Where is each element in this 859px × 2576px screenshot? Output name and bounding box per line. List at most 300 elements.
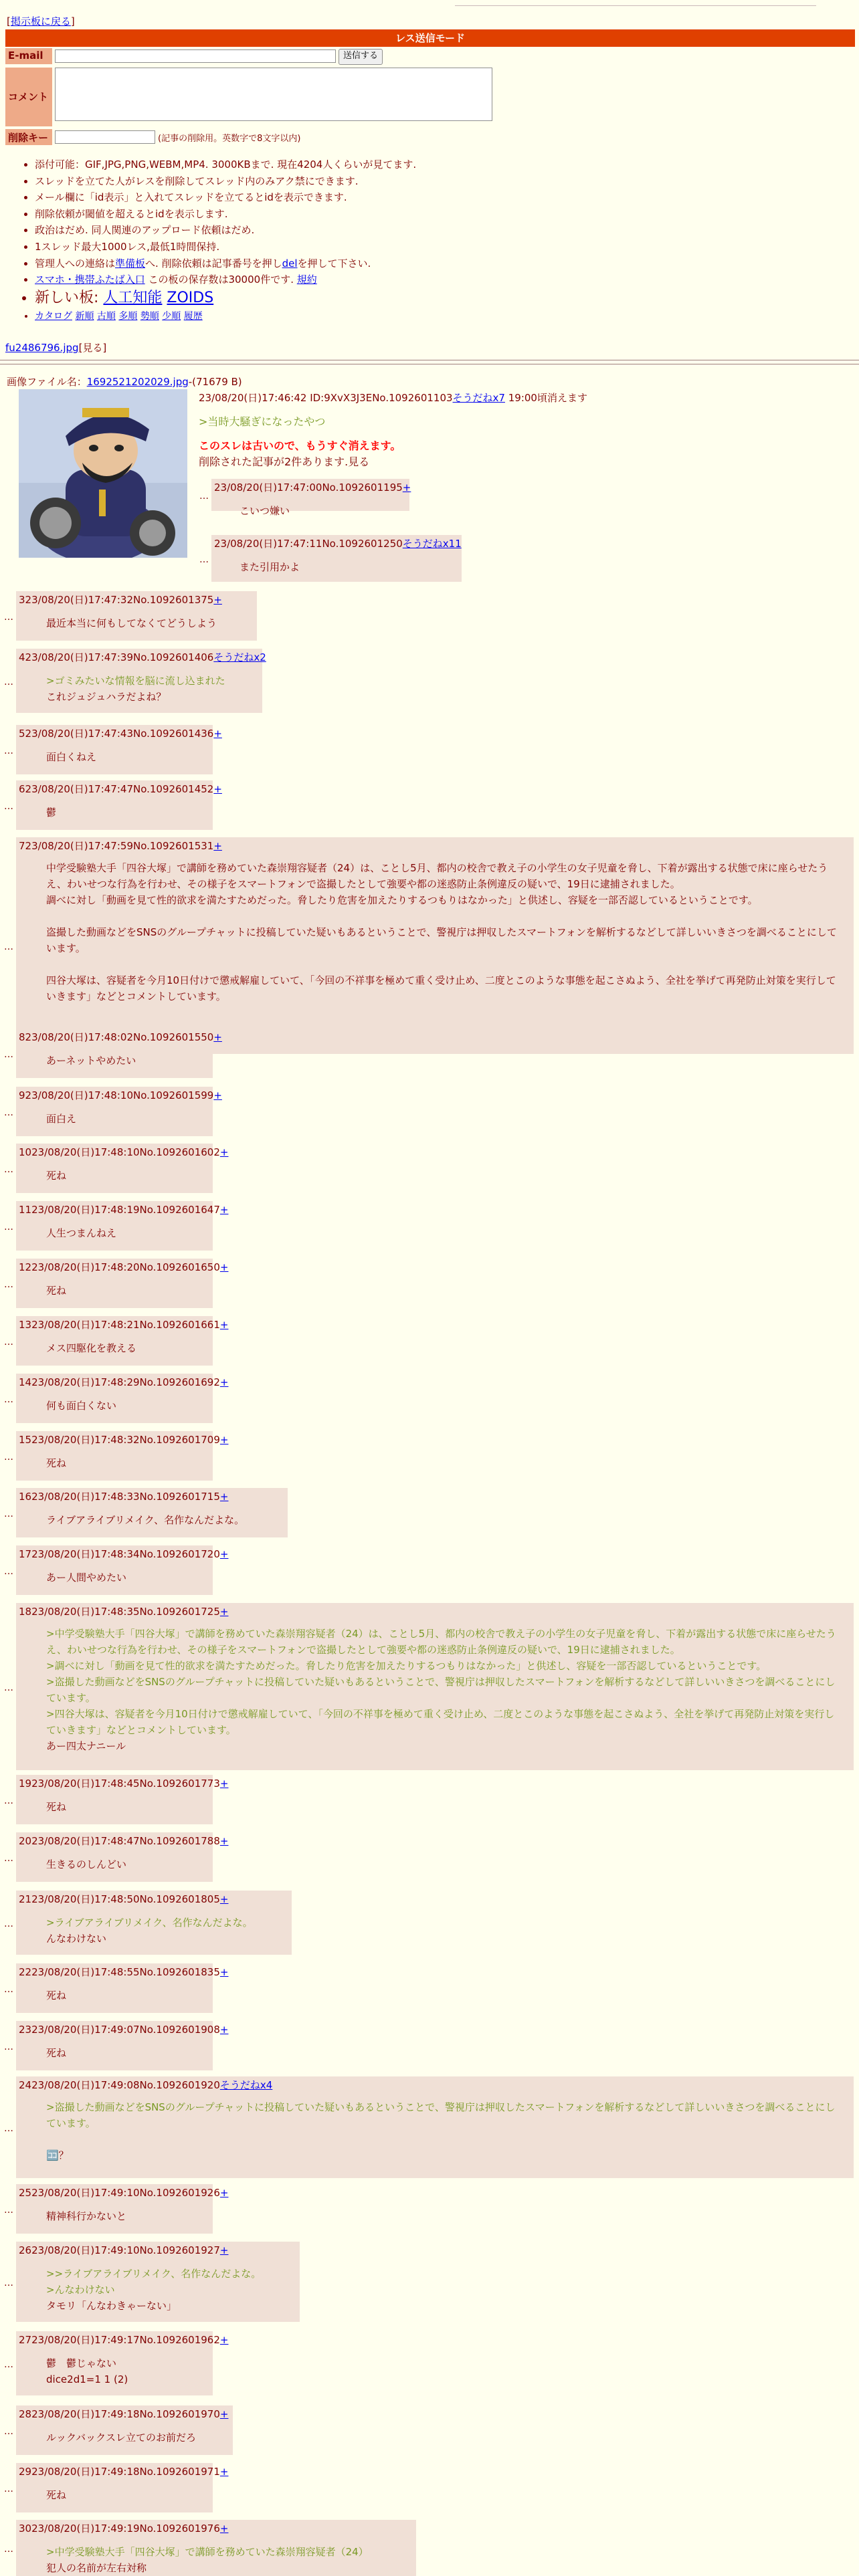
reply-post <box>16 2405 233 2455</box>
reply-indent-marker: … <box>4 1984 13 1995</box>
reply-meta: 23/08/20(日)17:49:10No.1092601927 <box>31 2244 220 2256</box>
sodane-button[interactable]: + <box>213 840 222 852</box>
sort-few-link[interactable]: 少順 <box>162 310 181 322</box>
reply-indent-marker: … <box>4 1796 13 1806</box>
reply-body <box>46 860 837 1004</box>
reply-line: >ライブアライブリメイク、名作なんだよな。 <box>46 1917 253 1929</box>
reply-indent-marker: … <box>4 801 13 812</box>
reply-indent-marker: … <box>4 2123 13 2134</box>
comment-label: コメント <box>5 68 52 126</box>
deleted-notice: 削除された記事が2件あります.見る <box>199 455 370 468</box>
reply-post <box>16 2021 229 2070</box>
sodane-button[interactable]: + <box>213 1089 222 1101</box>
reply-body <box>46 1626 837 1754</box>
reply-header <box>19 839 222 853</box>
reply-line: >調べに対し「動画を見て性的欲求を満たすためだった。脅したり危害を加えたりするつもりはなかった」と供述し、容疑を一部否認しているということです。 <box>46 1660 767 1672</box>
reply-line: 精神科行かないと <box>46 2210 127 2222</box>
board-rules <box>16 156 846 324</box>
reply-header <box>19 650 266 664</box>
history-link[interactable]: 履歴 <box>183 310 203 322</box>
reply-number: 12 <box>19 1261 32 1273</box>
sodane-button[interactable]: + <box>219 1376 229 1388</box>
reply-header <box>19 2243 228 2257</box>
reply-post <box>16 2520 416 2576</box>
reply-meta: 23/08/20(日)17:48:45No.1092601773 <box>31 1778 220 1790</box>
reply-header <box>19 2521 228 2535</box>
reply-indent-marker: … <box>4 1107 13 1118</box>
rule-item: • スレッドを立てた人がレスを削除してスレッド内のみアク禁にできます. <box>35 173 846 190</box>
reply-body <box>46 1225 196 1241</box>
reply-indent-marker: … <box>4 1222 13 1232</box>
op-quote: >当時大騒ぎになったやつ <box>199 415 326 428</box>
reply-line: あー人間やめたい <box>46 1572 127 1584</box>
reply-line: また引用かよ <box>240 561 300 573</box>
reply-line: メス四駆化を教える <box>46 1342 137 1354</box>
reply-body <box>46 1111 196 1127</box>
reply-body <box>46 1455 196 1471</box>
reply-header <box>19 726 222 740</box>
sodane-button[interactable]: そうだねx11 <box>402 538 462 550</box>
reply-line: 死ね <box>46 1457 67 1469</box>
reply-line: >盗撮した動画などをSNSのグループチャットに投稿していた疑いもあるということで、警視庁は押収したスマートフォンを解析するなどして詳しいいきさつを調べることにしています。 <box>46 1676 836 1704</box>
reply-header <box>19 1145 228 1159</box>
reply-post <box>16 780 222 830</box>
sort-momentum-link[interactable]: 勢順 <box>140 310 159 322</box>
reply-post <box>16 1087 222 1136</box>
rule-item: • メール欄に「id表示」と入れてスレッドを立てるとidを表示できます. <box>35 189 846 206</box>
reply-line: タモリ「んなわきゃーない」 <box>46 2300 177 2312</box>
reply-post <box>16 725 222 774</box>
thread-image-drawing <box>19 389 187 558</box>
reply-number: 27 <box>19 2334 32 2346</box>
reply-line: 面白え <box>46 1113 77 1125</box>
reply-number: 26 <box>19 2244 32 2256</box>
reply-number: 20 <box>19 1835 32 1847</box>
reply-body <box>46 749 196 765</box>
reply-header <box>19 2078 272 2092</box>
reply-line: 死ね <box>46 2489 67 2501</box>
sodane-button[interactable]: + <box>213 728 222 740</box>
reply-meta: 23/08/20(日)17:48:33No.1092601715 <box>31 1491 220 1503</box>
back-to-board-link[interactable]: 掲示板に戻る <box>10 15 71 27</box>
reply-line: 死ね <box>46 1990 67 2002</box>
reply-indent-marker: … <box>4 1683 13 1693</box>
reply-line: dice2d1=1 1 (2) <box>46 2373 128 2385</box>
reply-body <box>46 1512 271 1528</box>
reply-indent-marker: … <box>4 1394 13 1405</box>
rule-item-phone: • スマホ・携帯ふたば入口 この板の保存数は30000件です. 規約 <box>35 272 846 288</box>
sodane-button[interactable]: + <box>219 2408 229 2420</box>
reply-body <box>240 503 391 519</box>
sodane-button[interactable]: + <box>219 2187 229 2199</box>
reply-meta: 23/08/20(日)17:48:50No.1092601805 <box>31 1893 220 1905</box>
submit-button[interactable]: 送信する <box>339 49 383 65</box>
reply-header <box>19 1547 228 1561</box>
reply-number: 7 <box>19 840 25 852</box>
reply-body <box>46 2355 196 2387</box>
reply-meta: 23/08/20(日)17:49:18No.1092601971 <box>31 2466 220 2478</box>
reply-line: んなわけない <box>46 1933 107 1945</box>
rule-item: • 添付可能：GIF,JPG,PNG,WEBM,MP4. 3000KBまで. 現在4204人くらいが見てます. <box>35 156 846 173</box>
reply-indent-marker: … <box>4 2042 13 2052</box>
phone-entry-link[interactable]: スマホ・携帯ふたば入口 <box>35 274 145 286</box>
reply-post <box>16 1832 229 1882</box>
reply-post <box>16 1374 229 1423</box>
fu-file-link[interactable]: fu2486796.jpg <box>5 342 79 354</box>
reply-meta: 23/08/20(日)17:48:10No.1092601599 <box>25 1089 214 1101</box>
reply-line: >んなわけない <box>46 2284 115 2296</box>
reply-meta: 23/08/20(日)17:47:47No.1092601452 <box>25 783 214 795</box>
sodane-button[interactable]: + <box>219 1548 229 1560</box>
reply-number: 13 <box>19 1319 32 1331</box>
sodane-button[interactable]: + <box>219 1778 229 1790</box>
reply-body <box>46 1856 196 1872</box>
reply-number: 8 <box>19 1031 25 1043</box>
reply-indent-marker: … <box>4 1509 13 1519</box>
reply-header <box>19 2407 228 2421</box>
reply-number: 4 <box>19 651 25 663</box>
reply-number: 29 <box>19 2466 32 2478</box>
sort-old-link[interactable]: 古順 <box>96 310 116 322</box>
reply-number: 22 <box>19 1966 32 1978</box>
reply-meta: 23/08/20(日)17:48:35No.1092601725 <box>31 1606 220 1618</box>
reply-post <box>16 1603 854 1770</box>
reply-indent-marker: … <box>4 2205 13 2216</box>
sodane-button[interactable]: + <box>219 1893 229 1905</box>
reply-line: 面白くねえ <box>46 751 97 763</box>
reply-body <box>46 2430 216 2446</box>
sodane-button[interactable]: + <box>219 2024 229 2036</box>
sodane-button[interactable]: そうだねx2 <box>213 651 266 663</box>
reply-header <box>19 2185 228 2199</box>
reply-line: 盗撮した動画などをSNSのグループチャットに投稿していた疑いもあるということで、警視庁は押収したスマートフォンを解析するなどして詳しいいきさつを調べることにしています。 <box>46 926 837 954</box>
reply-header <box>19 1776 228 1790</box>
sodane-button[interactable]: + <box>219 1204 229 1216</box>
file-info: 画像ファイル名：1692521202029.jpg-(71679 B) <box>7 376 242 388</box>
delkey-input[interactable] <box>55 130 155 144</box>
reply-indent-marker: … <box>4 1566 13 1577</box>
reply-meta: 23/08/20(日)17:48:55No.1092601835 <box>31 1966 220 1978</box>
reply-header <box>19 1260 228 1274</box>
reply-line: ライブアライブリメイク、名作なんだよな。 <box>46 1514 245 1526</box>
reply-meta: 23/08/20(日)17:49:17No.1092601962 <box>31 2334 220 2346</box>
reply-indent-marker: … <box>4 1853 13 1864</box>
reply-line: 鬱 鬱じゃない <box>46 2357 117 2369</box>
reply-post <box>16 1316 229 1366</box>
reply-number: 25 <box>19 2187 32 2199</box>
reply-body <box>46 615 240 631</box>
reply-meta: 23/08/20(日)17:47:00No.1092601195 <box>214 481 403 494</box>
reply-body <box>46 804 196 821</box>
reply-number: 24 <box>19 2079 32 2091</box>
reply-line: 死ね <box>46 1801 67 1813</box>
sodane-button[interactable]: + <box>402 481 411 494</box>
reply-header <box>19 1834 228 1848</box>
reply-indent-marker: … <box>4 677 13 687</box>
sort-new-link[interactable]: 新順 <box>75 310 94 322</box>
reply-header <box>19 1965 228 1979</box>
reply-indent-marker: … <box>4 746 13 756</box>
reply-header <box>19 1892 228 1906</box>
reply-header <box>19 1317 228 1331</box>
reply-line: 死ね <box>46 1170 67 1182</box>
reply-line: 🈁？ <box>46 2149 69 2161</box>
reply-body <box>46 1340 196 1356</box>
reply-number: 16 <box>19 1491 32 1503</box>
mode-bar: レス送信モード <box>5 29 855 47</box>
reply-line: ルックバックスレ立てのお前だろ <box>46 2432 196 2444</box>
reply-line: 調べに対し「動画を見て性的欲求を満たすためだった。脅したり危害を加えたりするつもりはなかった」と供述し、容疑を一部否認しているということです。 <box>46 894 758 906</box>
sort-many-link[interactable]: 多順 <box>118 310 138 322</box>
reply-meta: 23/08/20(日)17:48:34No.1092601720 <box>31 1548 220 1560</box>
reply-header <box>19 2333 228 2347</box>
new-board-ai-link[interactable]: 人工知能 <box>103 289 163 306</box>
reply-body <box>46 1570 196 1586</box>
reply-header <box>214 536 462 550</box>
image-file-link[interactable]: 1692521202029.jpg <box>86 376 189 388</box>
reply-line <box>46 956 837 972</box>
reply-number: 6 <box>19 783 25 795</box>
reply-body <box>46 1915 275 1947</box>
reply-line: >ゴミみたいな情報を脳に流し込まれた <box>46 675 225 687</box>
sodane-button[interactable]: + <box>219 2334 229 2346</box>
reply-header <box>19 1030 222 1044</box>
reply-post <box>16 1891 292 1955</box>
reply-meta: 23/08/20(日)17:48:19No.1092601647 <box>31 1204 220 1216</box>
reply-line: こいつ嫌い <box>240 505 290 517</box>
reply-post <box>16 837 854 1054</box>
email-label: E-mail <box>5 48 52 64</box>
prep-board-link[interactable]: 準備板 <box>115 257 146 270</box>
back-link-wrap: [掲示板に戻る] <box>7 15 75 27</box>
reply-meta: 23/08/20(日)17:49:19No.1092601976 <box>31 2523 220 2535</box>
reply-line: 鬱 <box>46 807 57 819</box>
reply-number: 9 <box>19 1089 25 1101</box>
reply-number: 23 <box>19 2024 32 2036</box>
reply-body <box>46 1799 196 1815</box>
reply-number: 28 <box>19 2408 32 2420</box>
new-board-item: • 新しい板: 人工知能 ZOIDS <box>35 288 846 308</box>
reply-line: 何も面白くない <box>46 1400 117 1412</box>
reply-header <box>19 1375 228 1389</box>
delkey-label: 削除キー <box>5 129 52 145</box>
reply-line: 四谷大塚は、容疑者を今月10日付けで懲戒解雇していて、「今回の不祥事を極めて重く受け止め、二度とこのような事態を起こさぬよう、全社を挙げて再発防止対策を実行していきます」などとコメントしています。 <box>46 974 836 1002</box>
reply-line: これジュジュハラだよね？ <box>46 691 167 703</box>
reply-body <box>46 1053 196 1069</box>
reply-indent-marker: … <box>4 2278 13 2288</box>
reply-meta: 23/08/20(日)17:47:43No.1092601436 <box>25 728 214 740</box>
reply-body <box>46 2099 837 2163</box>
comment-textarea[interactable] <box>55 68 492 121</box>
delkey-note: (記事の削除用。英数字で8文字以内) <box>158 134 301 144</box>
reply-post <box>16 2076 854 2178</box>
new-board-zoids-link[interactable]: ZOIDS <box>167 289 214 306</box>
rule-item: • 削除依頼が閾値を超えるとidを表示します. <box>35 206 846 223</box>
reply-meta: 23/08/20(日)17:48:02No.1092601550 <box>25 1031 214 1043</box>
reply-post <box>16 1545 229 1595</box>
expire-warning: このスレは古いので、もうすぐ消えます。 <box>199 439 401 452</box>
reply-indent-marker: … <box>4 1452 13 1463</box>
op-post <box>199 390 841 470</box>
reply-post <box>16 2331 229 2395</box>
reply-header <box>19 1489 228 1503</box>
sodane-button[interactable]: + <box>219 2244 229 2256</box>
reply-indent-marker: … <box>199 491 209 502</box>
sodane-button[interactable]: + <box>219 1835 229 1847</box>
reply-body <box>46 2544 399 2576</box>
reply-body <box>46 2266 283 2314</box>
sodane-button[interactable]: + <box>213 1031 222 1043</box>
reply-post <box>16 1431 229 1481</box>
reply-header <box>19 1088 222 1102</box>
reply-indent-marker: … <box>199 554 209 565</box>
reply-number: 15 <box>19 1434 32 1446</box>
reply-line <box>46 2131 837 2147</box>
reply-meta: 23/08/20(日)17:48:20No.1092601650 <box>31 1261 220 1273</box>
reply-indent-marker: … <box>4 942 13 952</box>
email-input[interactable] <box>55 49 336 63</box>
reply-header <box>214 480 411 494</box>
sodane-button[interactable]: + <box>219 1606 229 1618</box>
reply-line <box>46 908 837 924</box>
del-link[interactable]: del <box>282 257 298 270</box>
sodane-button[interactable]: + <box>219 1261 229 1273</box>
reply-post <box>211 479 411 517</box>
rule-item-admin: • 管理人への連絡は準備板へ. 削除依頼は記事番号を押しdelを押して下さい. <box>35 255 846 272</box>
reply-indent-marker: … <box>4 1337 13 1348</box>
reply-body <box>46 1168 196 1184</box>
reply-meta: 23/08/20(日)17:47:32No.1092601375 <box>25 594 214 606</box>
reply-number: 30 <box>19 2523 32 2535</box>
sodane-button[interactable]: + <box>213 594 222 606</box>
reply-number: 19 <box>19 1778 32 1790</box>
reply-meta: 23/08/20(日)17:49:08No.1092601920 <box>31 2079 220 2091</box>
reply-line: >盗撮した動画などをSNSのグループチャットに投稿していた疑いもあるということで、警視庁は押収したスマートフォンを解析するなどして詳しいいきさつを調べることにしています。 <box>46 2101 836 2129</box>
reply-indent-marker: … <box>4 1049 13 1060</box>
reply-line: >四谷大塚は、容疑者を今月10日付けで懲戒解雇していて、「今回の不祥事を極めて重く受け止め、二度とこのような事態を起こさぬよう、全社を挙げて再発防止対策を実行していきます」などとコメントしています。 <box>46 1708 835 1736</box>
reply-post <box>16 2242 300 2322</box>
post-form <box>5 48 855 145</box>
reply-indent-marker: … <box>4 1919 13 1929</box>
reply-line: 死ね <box>46 2047 67 2059</box>
reply-post <box>16 1144 229 1193</box>
reply-meta: 23/08/20(日)17:48:47No.1092601788 <box>31 1835 220 1847</box>
sodane-button[interactable]: + <box>219 1966 229 1978</box>
reply-header <box>19 1604 228 1618</box>
reply-line: >中学受験塾大手「四谷大塚」で講師を務めていた森崇翔容疑者（24）は、ことし5月、都内の校舎で教え子の小学生の女子児童を脅し、下着が露出する状態で床に座らせたうえ、わいせつな行為を行わせ、その様子をスマートフォンで盗撮したとして強要や都の迷惑防止条例違反の疑いで、19日に逮捕されました。 <box>46 1628 836 1656</box>
reply-number: 11 <box>19 1204 32 1216</box>
reply-header <box>19 593 222 607</box>
sodane-button[interactable]: + <box>219 1434 229 1446</box>
reply-number: 21 <box>19 1893 32 1905</box>
rule-item: • 政治はだめ. 同人関連のアップロード依頼はだめ. <box>35 222 846 239</box>
reply-body <box>46 2045 196 2061</box>
op-sodane-button[interactable]: そうだねx7 <box>452 392 505 404</box>
reply-header <box>19 2022 228 2036</box>
reply-meta: 23/08/20(日)17:47:11No.1092601250 <box>214 538 403 550</box>
catalog-link[interactable]: カタログ <box>35 310 72 322</box>
reply-number: 14 <box>19 1376 32 1388</box>
reply-body <box>46 1283 196 1299</box>
reply-post <box>16 591 257 641</box>
reply-indent-marker: … <box>4 2359 13 2370</box>
reply-line: 生きるのしんどい <box>46 1858 127 1870</box>
reply-line: 犯人の名前が左右対称 <box>46 2562 147 2574</box>
fu-line: fu2486796.jpg[見る] <box>5 342 107 354</box>
reply-meta: 23/08/20(日)17:49:10No.1092601926 <box>31 2187 220 2199</box>
reply-post <box>16 1201 229 1251</box>
reply-indent-marker: … <box>4 612 13 623</box>
reply-indent-marker: … <box>4 2544 13 2555</box>
reply-number: 5 <box>19 728 25 740</box>
reply-indent-marker: … <box>4 1164 13 1175</box>
reply-header <box>19 2464 228 2478</box>
reply-meta: 23/08/20(日)17:49:07No.1092601908 <box>31 2024 220 2036</box>
reply-number: 10 <box>19 1146 32 1158</box>
reply-header <box>19 1432 228 1446</box>
reply-indent-marker: … <box>4 2426 13 2437</box>
sodane-button[interactable]: + <box>219 1491 229 1503</box>
reply-post <box>16 1775 229 1824</box>
sodane-button[interactable]: + <box>219 1146 229 1158</box>
reply-meta: 23/08/20(日)17:48:10No.1092601602 <box>31 1146 220 1158</box>
reply-number: 18 <box>19 1606 32 1618</box>
reply-body <box>46 2487 196 2503</box>
reply-line: >中学受験塾大手「四谷大塚」で講師を務めていた森崇翔容疑者（24） <box>46 2546 369 2558</box>
reply-header <box>19 1202 228 1216</box>
reply-number: 17 <box>19 1548 32 1560</box>
sodane-button[interactable]: + <box>219 2523 229 2535</box>
op-header: 23/08/20(日)17:46:42 ID:9XvX3J3ENo.1092601103そうだねx7 19:00頃消えます <box>199 392 587 404</box>
reply-indent-marker: … <box>4 1279 13 1290</box>
reply-post <box>16 2463 229 2512</box>
reply-line: >>ライブアライブリメイク、名作なんだよな。 <box>46 2268 262 2280</box>
reply-header <box>19 782 222 796</box>
thread-image[interactable] <box>19 389 187 558</box>
reply-post <box>16 1963 229 2013</box>
reply-line: 人生つまんねえ <box>46 1227 117 1239</box>
reply-meta: 23/08/20(日)17:47:39No.1092601406 <box>25 651 214 663</box>
reply-body <box>46 2208 196 2224</box>
reply-body <box>240 559 443 575</box>
reply-number: 3 <box>19 594 25 606</box>
sodane-button[interactable]: + <box>213 783 222 795</box>
sodane-button[interactable]: そうだねx4 <box>219 2079 273 2091</box>
sodane-button[interactable]: + <box>219 1319 229 1331</box>
reply-body <box>46 673 246 705</box>
reply-post <box>211 535 462 582</box>
top-divider <box>455 5 816 6</box>
reply-meta: 23/08/20(日)17:48:21No.1092601661 <box>31 1319 220 1331</box>
terms-link[interactable]: 規約 <box>296 274 317 286</box>
reply-post <box>16 1029 222 1078</box>
reply-indent-marker: … <box>4 2484 13 2494</box>
reply-meta: 23/08/20(日)17:48:32No.1092601709 <box>31 1434 220 1446</box>
reply-post <box>16 649 266 713</box>
reply-line: あー四太ナニール <box>46 1740 126 1752</box>
reply-line: あーネットやめたい <box>46 1055 136 1067</box>
reply-meta: 23/08/20(日)17:48:29No.1092601692 <box>31 1376 220 1388</box>
reply-post <box>16 1259 229 1308</box>
rule-item: • 1スレッド最大1000レス,最低1時間保持. <box>35 239 846 255</box>
reply-meta: 23/08/20(日)17:49:18No.1092601970 <box>31 2408 220 2420</box>
reply-meta: 23/08/20(日)17:47:59No.1092601531 <box>25 840 214 852</box>
reply-post <box>16 2184 229 2234</box>
sodane-button[interactable]: + <box>219 2466 229 2478</box>
reply-line: 最近本当に何もしてなくてどうしよう <box>46 617 217 629</box>
reply-line: 中学受験塾大手「四谷大塚」で講師を務めていた森崇翔容疑者（24）は、ことし5月、都内の校舎で教え子の小学生の女子児童を脅し、下着が露出する状態で床に座らせたうえ、わいせつな行為を行わせ、その様子をスマートフォンで盗撮したとして強要や都の迷惑防止条例違反の疑いで、19日に逮捕されました。 <box>46 862 828 890</box>
reply-post <box>16 1488 288 1537</box>
